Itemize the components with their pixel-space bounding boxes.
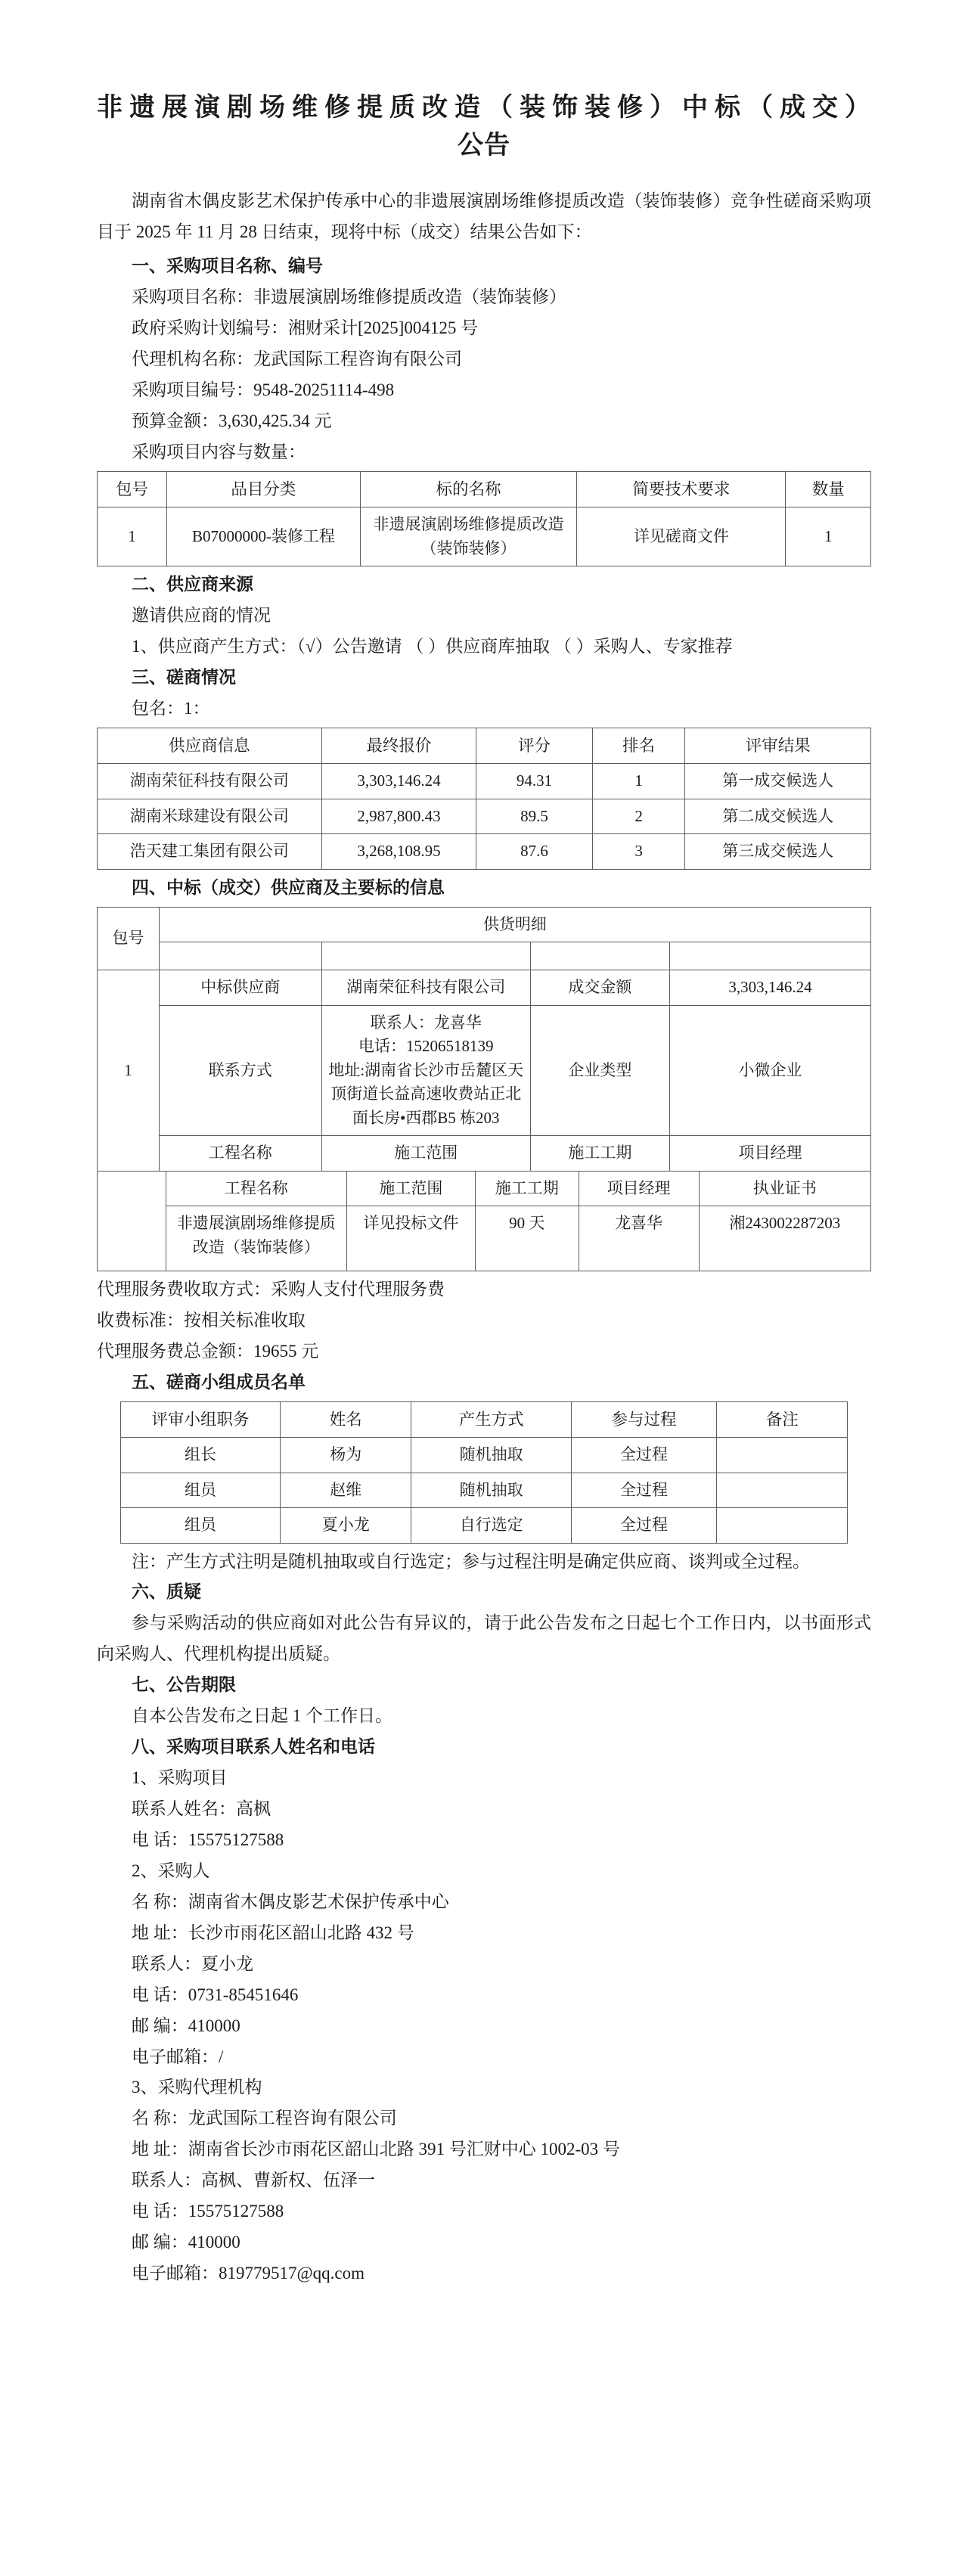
table-row xyxy=(98,507,871,566)
intro-paragraph: 湖南省木偶皮影艺术保护传承中心的非遗展演剧场维修提质改造（装饰装修）竞争性磋商采购项目于 2025 年 11 月 28 日结束，现将中标（成交）结果公告如下： xyxy=(97,191,871,242)
package-name-label: 包名：1： xyxy=(132,698,210,718)
label-winner-supplier: 中标供应商 xyxy=(159,970,321,1006)
col-participation: 参与过程 xyxy=(571,1401,716,1437)
table-row xyxy=(98,799,871,834)
project-contact-name: 联系人姓名：高枫 xyxy=(132,1799,271,1819)
cell-package-no: 1 xyxy=(98,970,160,1172)
table-row xyxy=(120,1438,848,1473)
col-project-name: 工程名称 xyxy=(166,1171,346,1206)
project-name-line: 采购项目名称：非遗展演剧场维修提质改造（装饰装修） xyxy=(132,287,566,307)
cell-construction-period: 90 天 xyxy=(476,1206,579,1271)
content-quantity-label: 采购项目内容与数量： xyxy=(132,442,306,461)
agency-full-name: 名 称：龙武国际工程咨询有限公司 xyxy=(132,2109,397,2128)
winner-detail-table xyxy=(97,907,871,1172)
cell-package-spacer xyxy=(98,1171,166,1271)
winner-project-table xyxy=(97,1171,871,1272)
col-selection-method: 产生方式 xyxy=(411,1401,572,1437)
col-project-name: 工程名称 xyxy=(159,1136,321,1172)
col-construction-scope: 施工范围 xyxy=(321,1136,530,1172)
cell-rank: 1 xyxy=(592,764,685,799)
label-enterprise-type: 企业类型 xyxy=(530,1005,669,1136)
invite-supplier-sub: 邀请供应商的情况 xyxy=(132,606,271,625)
cell-remark xyxy=(717,1508,848,1544)
project-header-row xyxy=(98,1171,871,1206)
cell-package-no: 1 xyxy=(98,507,167,566)
col-review-result: 评审结果 xyxy=(685,728,871,763)
label-contact-method: 联系方式 xyxy=(159,1005,321,1136)
agency-phone: 电 话：15575127588 xyxy=(132,2202,284,2221)
winner-table-spacer-row xyxy=(98,942,871,970)
cell-quantity: 1 xyxy=(786,507,871,566)
table-header-row xyxy=(98,471,871,507)
project-contact-phone: 电 话：15575127588 xyxy=(132,1830,284,1849)
col-project-manager: 项目经理 xyxy=(669,1136,870,1172)
section-6-body: 参与采购活动的供应商如对此公告有异议的，请于此公告发布之日起七个工作日内，以书面形式向采购人、代理机构提出质疑。 xyxy=(97,1613,871,1664)
cell-score: 87.6 xyxy=(476,834,592,870)
cell-member-name: 杨为 xyxy=(281,1438,411,1473)
section-5-heading: 五、磋商小组成员名单 xyxy=(132,1372,306,1392)
cell-participation: 全过程 xyxy=(571,1473,716,1508)
cell-final-price: 2,987,800.43 xyxy=(321,799,476,834)
plan-number-line: 政府采购计划编号：湘财采计[2025]004125 号 xyxy=(132,318,479,338)
section-2-heading: 二、供应商来源 xyxy=(132,575,253,594)
fee-method-line: 代理服务费收取方式：采购人支付代理服务费 xyxy=(97,1280,445,1299)
table-row xyxy=(98,834,871,870)
col-supplier-info: 供应商信息 xyxy=(98,728,322,763)
agency-name-line: 代理机构名称：龙武国际工程咨询有限公司 xyxy=(132,349,462,369)
cell-score: 94.31 xyxy=(476,764,592,799)
cell-committee-role: 组员 xyxy=(120,1473,281,1508)
col-subject-name: 标的名称 xyxy=(360,471,576,507)
section-8-heading: 八、采购项目联系人姓名和电话 xyxy=(132,1737,375,1757)
cell-selection-method: 随机抽取 xyxy=(411,1438,572,1473)
project-content-table xyxy=(97,471,871,566)
table-row xyxy=(120,1473,848,1508)
cell-supplier-info: 湖南米球建设有限公司 xyxy=(98,799,322,834)
cell-score: 89.5 xyxy=(476,799,592,834)
contact-address: 地址:湖南省长沙市岳麓区天顶街道长益高速收费站正北面长房•西郡B5 栋203 xyxy=(328,1060,524,1127)
negotiation-result-table xyxy=(97,728,871,870)
contact-phone: 电话：15206518139 xyxy=(358,1037,494,1056)
col-final-price: 最终报价 xyxy=(321,728,476,763)
col-project-manager: 项目经理 xyxy=(579,1171,699,1206)
cell-contact-block xyxy=(321,1005,530,1136)
col-construction-period: 施工工期 xyxy=(530,1136,669,1172)
page-title-line-2: 公告 xyxy=(458,132,510,160)
contact-group-2-label: 2、采购人 xyxy=(132,1861,210,1880)
purchaser-contact: 联系人：夏小龙 xyxy=(132,1954,253,1973)
cell-selection-method: 自行选定 xyxy=(411,1508,572,1544)
project-number-line: 采购项目编号：9548-20251114-498 xyxy=(132,380,395,400)
cell-committee-role: 组员 xyxy=(120,1508,281,1544)
cell-committee-role: 组长 xyxy=(120,1438,281,1473)
cell-member-name: 夏小龙 xyxy=(281,1508,411,1544)
table-header-row xyxy=(120,1401,848,1437)
purchaser-name: 名 称：湖南省木偶皮影艺术保护传承中心 xyxy=(132,1892,449,1911)
cell-review-result: 第一成交候选人 xyxy=(685,764,871,799)
section-6-heading: 六、质疑 xyxy=(132,1582,201,1602)
cell-remark xyxy=(717,1473,848,1508)
cell-deal-amount: 3,303,146.24 xyxy=(669,970,870,1006)
winner-row xyxy=(98,970,871,1006)
fee-standard-line: 收费标准：按相关标准收取 xyxy=(97,1310,306,1330)
evaluation-committee-table xyxy=(120,1401,849,1544)
page-title-line-1: 非遗展演剧场维修提质改造（装饰装修）中标（成交） xyxy=(97,94,871,122)
page-title xyxy=(97,89,871,166)
section-7-body: 自本公告发布之日起 1 个工作日。 xyxy=(132,1706,392,1726)
agency-email: 电子邮箱：819779517@qq.com xyxy=(132,2264,365,2283)
section-1-heading: 一、采购项目名称、编号 xyxy=(132,256,323,276)
purchaser-phone: 电 话：0731-85451646 xyxy=(132,1985,299,2004)
cell-item-category: B07000000-装修工程 xyxy=(167,507,361,566)
cell-project-manager: 龙喜华 xyxy=(579,1206,699,1271)
agency-contact: 联系人：高枫、曹新权、伍泽一 xyxy=(132,2171,375,2190)
col-package-no: 包号 xyxy=(98,471,167,507)
section-3-heading: 三、磋商情况 xyxy=(132,667,236,687)
col-construction-scope: 施工范围 xyxy=(346,1171,475,1206)
cell-participation: 全过程 xyxy=(571,1508,716,1544)
col-supply-detail: 供货明细 xyxy=(159,907,870,942)
cell-supplier-info: 湖南荣征科技有限公司 xyxy=(98,764,322,799)
section-7-heading: 七、公告期限 xyxy=(132,1675,236,1695)
winner-table-header-row xyxy=(98,907,871,942)
cell-member-name: 赵维 xyxy=(281,1473,411,1508)
purchaser-zip: 邮 编：410000 xyxy=(132,2016,240,2035)
project-header-row xyxy=(98,1136,871,1172)
col-remark: 备注 xyxy=(717,1401,848,1437)
col-member-name: 姓名 xyxy=(281,1401,411,1437)
cell-enterprise-type: 小微企业 xyxy=(669,1005,870,1136)
col-construction-period: 施工工期 xyxy=(476,1171,579,1206)
project-data-row xyxy=(98,1206,871,1271)
purchaser-address: 地 址：长沙市雨花区韶山北路 432 号 xyxy=(132,1923,414,1942)
committee-note: 注：产生方式注明是随机抽取或自行选定；参与过程注明是确定供应商、谈判或全过程。 xyxy=(132,1551,810,1571)
cell-final-price: 3,303,146.24 xyxy=(321,764,476,799)
col-score: 评分 xyxy=(476,728,592,763)
cell-rank: 2 xyxy=(592,799,685,834)
cell-practice-certificate: 湘243002287203 xyxy=(699,1206,870,1271)
purchaser-email: 电子邮箱：/ xyxy=(132,2047,224,2066)
contact-group-3-label: 3、采购代理机构 xyxy=(132,2078,262,2097)
section-4-heading: 四、中标（成交）供应商及主要标的信息 xyxy=(132,877,445,897)
col-rank: 排名 xyxy=(592,728,685,763)
cell-final-price: 3,268,108.95 xyxy=(321,834,476,870)
cell-selection-method: 随机抽取 xyxy=(411,1473,572,1508)
cell-supplier-info: 浩天建工集团有限公司 xyxy=(98,834,322,870)
table-row xyxy=(120,1508,848,1544)
table-header-row xyxy=(98,728,871,763)
cell-subject-name: 非遗展演剧场维修提质改造（装饰装修） xyxy=(360,507,576,566)
col-tech-requirement: 简要技术要求 xyxy=(577,471,786,507)
fee-total-line: 代理服务费总金额：19655 元 xyxy=(97,1341,319,1361)
cell-project-name: 非遗展演剧场维修提质改造（装饰装修） xyxy=(166,1206,346,1271)
contact-person: 联系人：龙喜华 xyxy=(370,1013,482,1032)
cell-rank: 3 xyxy=(592,834,685,870)
col-item-category: 品目分类 xyxy=(167,471,361,507)
cell-remark xyxy=(717,1438,848,1473)
cell-winner-name: 湖南荣征科技有限公司 xyxy=(321,970,530,1006)
contact-group-1-label: 1、采购项目 xyxy=(132,1768,228,1788)
cell-tech-requirement: 详见磋商文件 xyxy=(577,507,786,566)
cell-participation: 全过程 xyxy=(571,1438,716,1473)
col-committee-role: 评审小组职务 xyxy=(120,1401,281,1437)
col-package-no: 包号 xyxy=(98,907,160,970)
agency-address: 地 址：湖南省长沙市雨花区韶山北路 391 号汇财中心 1002-03 号 xyxy=(132,2140,620,2159)
cell-review-result: 第二成交候选人 xyxy=(685,799,871,834)
col-quantity: 数量 xyxy=(786,471,871,507)
supplier-source-item: 1、供应商产生方式：（√）公告邀请 （ ）供应商库抽取 （ ）采购人、专家推荐 xyxy=(132,637,733,656)
winner-contact-row xyxy=(98,1005,871,1136)
agency-zip: 邮 编：410000 xyxy=(132,2233,240,2252)
table-row xyxy=(98,764,871,799)
cell-review-result: 第三成交候选人 xyxy=(685,834,871,870)
cell-construction-scope: 详见投标文件 xyxy=(346,1206,475,1271)
col-practice-certificate: 执业证书 xyxy=(699,1171,870,1206)
label-deal-amount: 成交金额 xyxy=(530,970,669,1006)
budget-line: 预算金额：3,630,425.34 元 xyxy=(132,411,332,431)
